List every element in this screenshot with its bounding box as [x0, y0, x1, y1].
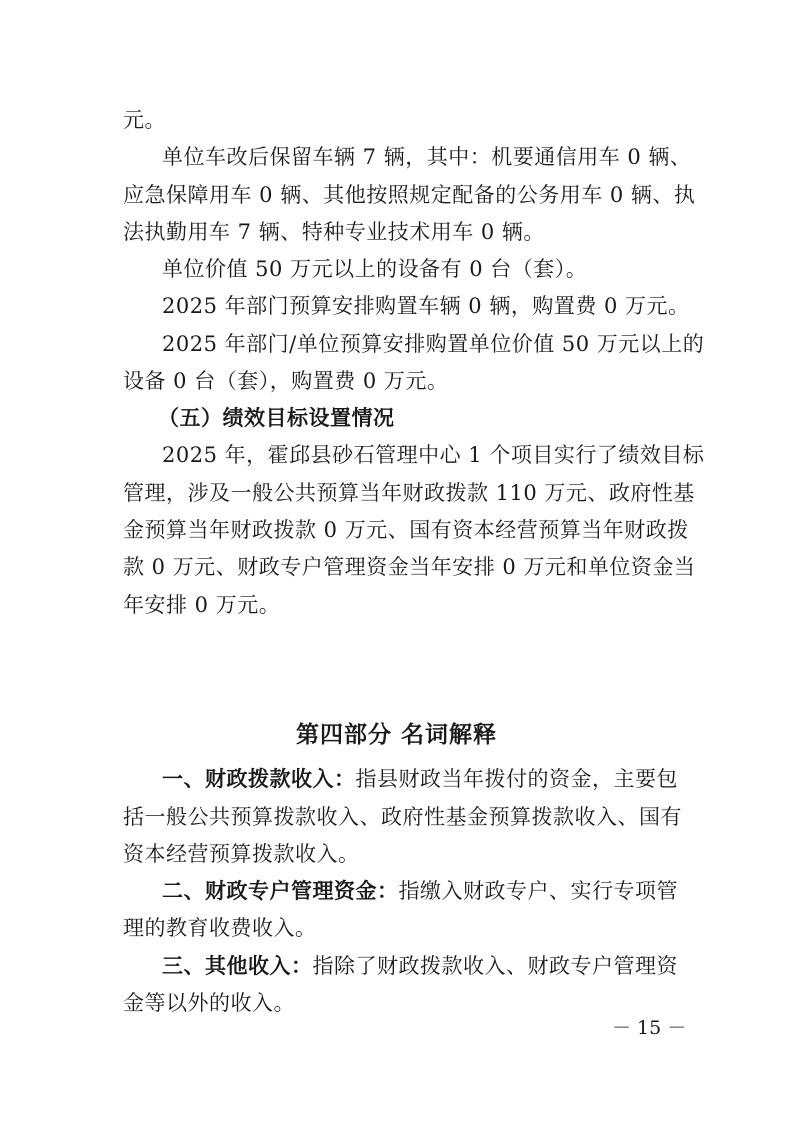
text-line: 2025 年部门/单位预算安排购置单位价值 50 万元以上的 [162, 332, 705, 356]
term-text: 指县财政当年拨付的资金，主要包 [355, 767, 678, 791]
text-line: 2025 年，霍邱县砂石管理中心 1 个项目实行了绩效目标 [162, 443, 705, 467]
page-number: － 15 － [612, 1017, 687, 1039]
section-subheading: （五）绩效目标设置情况 [158, 406, 395, 430]
term-label: 二、财政专户管理资金： [162, 879, 399, 903]
text-line: 括一般公共预算拨款收入、政府性基金预算拨款收入、国有 [123, 805, 682, 829]
term-definition-1 [162, 765, 678, 793]
text-line: 单位价值 50 万元以上的设备有 0 台（套）。 [162, 257, 588, 281]
text-line: 金等以外的收入。 [123, 991, 295, 1015]
text-line: 应急保障用车 0 辆、其他按照规定配备的公务用车 0 辆、执 [123, 183, 696, 207]
term-label: 一、财政拨款收入： [162, 767, 356, 791]
text-line: 设备 0 台（套），购置费 0 万元。 [123, 369, 449, 393]
term-text: 指缴入财政专户、实行专项管 [398, 879, 678, 903]
text-line: 资本经营预算拨款收入。 [123, 842, 360, 866]
term-definition-2 [162, 877, 678, 905]
text-line: 年安排 0 万元。 [123, 593, 281, 617]
text-line: 理的教育收费收入。 [123, 916, 317, 940]
text-line: 管理，涉及一般公共预算当年财政拨款 110 万元、政府性基 [123, 481, 695, 505]
text-line: 元。 [123, 108, 166, 132]
part-heading: 第四部分 名词解释 [295, 722, 497, 748]
text-line: 单位车改后保留车辆 7 辆，其中：机要通信用车 0 辆、 [162, 145, 692, 169]
term-definition-3 [162, 952, 678, 980]
text-line: 款 0 万元、财政专户管理资金当年安排 0 万元和单位资金当 [123, 555, 696, 579]
term-text: 指除了财政拨款收入、财政专户管理资 [312, 954, 678, 978]
term-label: 三、其他收入： [162, 954, 313, 978]
text-line: 法执勤用车 7 辆、特种专业技术用车 0 辆。 [123, 220, 545, 244]
text-line: 2025 年部门预算安排购置车辆 0 辆，购置费 0 万元。 [162, 294, 690, 318]
text-line: 金预算当年财政拨款 0 万元、国有资本经营预算当年财政拨 [123, 518, 689, 542]
